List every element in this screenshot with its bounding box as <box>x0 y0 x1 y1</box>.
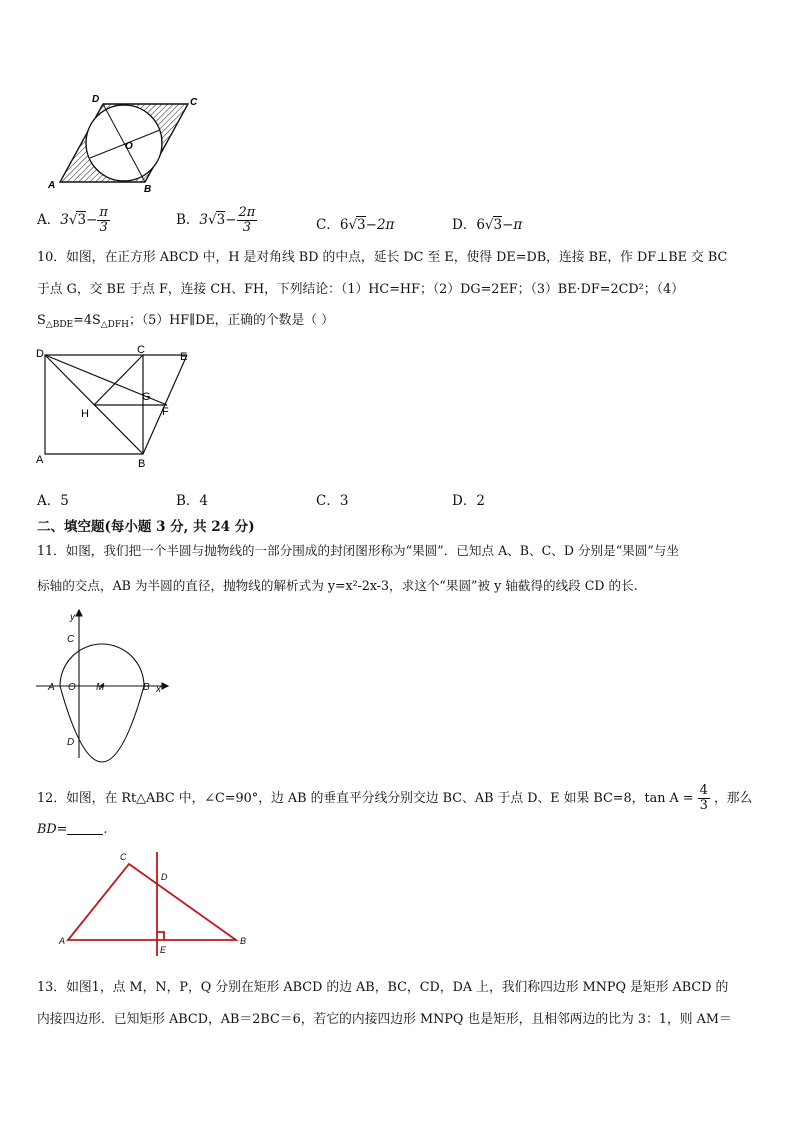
label-o: O <box>125 141 133 152</box>
q10-option-d: D．2 <box>452 493 485 509</box>
label-a: A <box>36 454 44 466</box>
label-b: B <box>144 184 152 195</box>
q10-line1: 10．如图，在正方形 ABCD 中，H 是对角线 BD 的中点，延长 DC 至 E，使得 DE=DB，连接 BE，作 DF⊥BE 交 BC <box>37 250 728 265</box>
label-c: C <box>120 852 127 862</box>
semicircle <box>60 644 144 686</box>
q10-line2: 于点 G，交 BE 于点 F，连接 CH、FH，下列结论：（1）HC=HF；（2）DG=2EF；（3）BE·DF=2CD²；（4） <box>37 282 684 297</box>
label-d: D <box>67 737 75 748</box>
q12-line1: 12．如图，在 Rt△ABC 中，∠C=90°，边 AB 的垂直平分线分别交边 BC、AB 于点 D、E 如果 BC=8，tan A = $\frac{4}{3}$ ，那么 <box>37 783 753 813</box>
label-a: A <box>48 682 55 693</box>
parabola <box>60 686 144 762</box>
label-d: D <box>161 872 168 882</box>
q9-option-c: C．6√3−2π <box>316 217 395 233</box>
segment-ch <box>94 355 143 405</box>
label-c: C <box>67 634 75 645</box>
label-e: E <box>180 351 188 363</box>
label-e: E <box>160 945 167 955</box>
label-a: A <box>59 936 66 946</box>
q11-line1: 11．如图，我们把一个半圆与抛物线的一部分围成的封闭图形称为“果圆”．已知点 A、B、C、D 分别是“果圆”与坐 <box>37 543 679 558</box>
q10-figure <box>32 343 198 473</box>
q10-line3: $S_{\triangle BDE}=4S_{\triangle DFH}$；（5）HF∥DE，正确的个数是（ ） <box>37 313 334 330</box>
y-axis-arrow <box>76 610 82 616</box>
q9-option-a: A．3√3− $\frac{\pi}{3}$ <box>37 205 108 235</box>
tan-fraction: $\frac{4}{3}$ <box>699 783 708 813</box>
q10-option-b: B．4 <box>176 493 209 509</box>
label-d: D <box>92 94 100 105</box>
q9-figure <box>40 90 210 200</box>
section-heading: 二、填空题(每小题 3 分, 共 24 分) <box>37 519 255 535</box>
q10-option-a: A．5 <box>37 493 69 509</box>
q10-option-c: C．3 <box>316 493 349 509</box>
label-g: G <box>142 391 151 403</box>
label-b: B <box>143 682 150 693</box>
label-d: D <box>36 348 44 360</box>
q11-figure <box>34 608 174 768</box>
triangle-abc <box>68 864 236 940</box>
label-f: F <box>162 406 169 418</box>
q11-line2: 标轴的交点，AB 为半圆的直径，抛物线的解析式为 y=x²-2x-3，求这个“果圆”被 y 轴截得的线段 CD 的长. <box>37 578 638 593</box>
q13-line2: 内接四边形．已知矩形 ABCD，AB＝2BC＝6，若它的内接四边形 MNPQ 也是矩形，且相邻两边的比为 3：1，则 AM＝ <box>37 1012 732 1027</box>
label-h: H <box>81 408 89 420</box>
label-b: B <box>138 458 146 470</box>
q9-option-b: B．3√3− $\frac{2\pi}{3}$ <box>176 205 256 235</box>
label-m: M <box>96 682 105 693</box>
label-c: C <box>190 97 198 108</box>
q13-line1: 13．如图1，点 M，N，P，Q 分别在矩形 ABCD 的边 AB，BC，CD，DA 上，我们称四边形 MNPQ 是矩形 ABCD 的 <box>37 980 729 995</box>
right-angle-mark <box>157 932 164 940</box>
answer-blank <box>67 820 103 835</box>
label-b: B <box>240 936 247 946</box>
q12-figure <box>56 848 266 960</box>
label-y: y <box>70 612 75 623</box>
label-x: x <box>156 684 161 695</box>
q9-option-d: D．6√3−π <box>452 217 523 233</box>
q12-line2: BD= . <box>37 822 108 837</box>
label-c: C <box>137 344 145 356</box>
label-a: A <box>48 180 56 191</box>
label-o: O <box>68 682 76 693</box>
x-axis-arrow <box>162 683 168 689</box>
